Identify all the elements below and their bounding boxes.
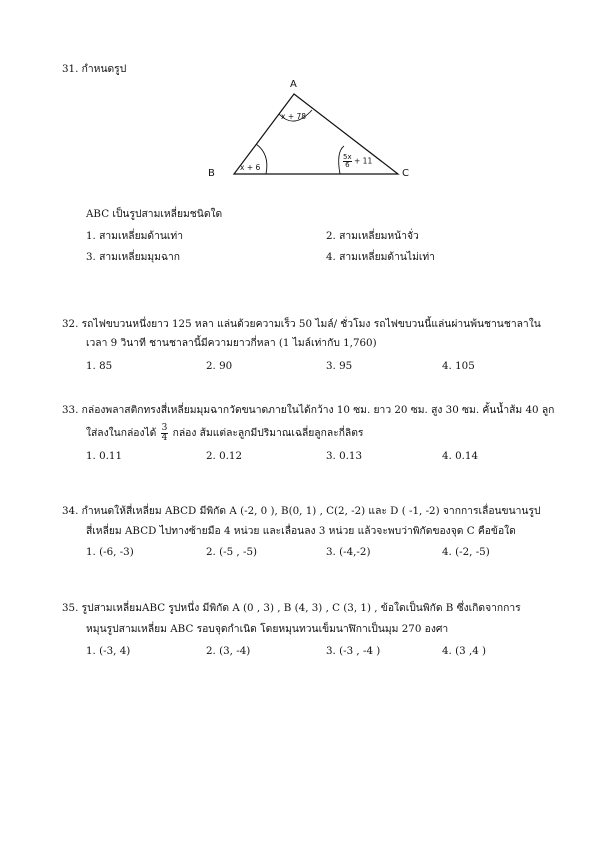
q34-line-1: 34. กำหนดให้สี่เหลี่ยม ABCD มีพิกัด A (-2, 0 ), B(0, 1) , C(2, -2) และ D ( -1, -2) จากการเลื่อนขนานรูป <box>62 505 541 517</box>
q31-choice-1: 1. สามเหลี่ยมด้านเท่า <box>86 230 183 242</box>
q32-line-1: 32. รถไฟขบวนหนึ่งยาว 125 หลา แล่นด้วยความเร็ว 50 ไมล์/ ชั่วโมง รถไฟขบวนนี้แล่นผ่านพ้นชานชาลาใน <box>62 318 541 330</box>
q32-line-2: เวลา 9 วินาที ชานชาลานี้มีความยาวกี่หลา (1 ไมล์เท่ากับ 1,760) <box>86 337 377 349</box>
q34-choice-3: 3. (-4,-2) <box>326 546 371 558</box>
q34-choice-1: 1. (-6, -3) <box>86 546 134 558</box>
q31-choice-4: 4. สามเหลี่ยมด้านไม่เท่า <box>326 251 435 263</box>
q33-fraction-numerator: 3 <box>161 422 168 433</box>
q33-choice-1: 1. 0.11 <box>86 450 123 462</box>
q33-choice-3: 3. 0.13 <box>326 450 363 462</box>
vertex-b-label: B <box>208 168 215 179</box>
q33-line-1: 33. กล่องพลาสติกทรงสี่เหลี่ยมมุมฉากวัดขนาดภายในได้กว้าง 10 ซม. ยาว 20 ซม. สูง 30 ซม. คั้นน้ำส้ม 40 ลูก <box>62 404 555 416</box>
q31-title: 31. กำหนดรูป <box>62 63 127 75</box>
q35-choice-2: 2. (3, -4) <box>206 645 251 657</box>
angle-c-denominator: 6 <box>345 161 350 169</box>
q35-line-2: หมุนรูปสามเหลี่ยม ABC รอบจุดกำเนิด โดยหมุนทวนเข็มนาฬิกาเป็นมุม 270 องศา <box>86 623 449 635</box>
q32-choice-3: 3. 95 <box>326 360 353 372</box>
q34-choice-4: 4. (-2, -5) <box>442 546 490 558</box>
triangle-figure <box>208 79 418 180</box>
q33-line-2-start: ใส่ลงในกล่องได้ <box>86 427 157 439</box>
q33-line-2 <box>86 422 363 444</box>
angle-b-label: x + 6 <box>240 163 261 172</box>
q32-choice-2: 2. 90 <box>206 360 233 372</box>
q34-choice-2: 2. (-5 , -5) <box>206 546 258 558</box>
q31-question: ABC เป็นรูปสามเหลี่ยมชนิดใด <box>86 208 223 220</box>
q33-fraction <box>161 424 169 443</box>
q35-choice-3: 3. (-3 , -4 ) <box>326 645 381 657</box>
q33-line-2-end: กล่อง ส้มแต่ละลูกมีปริมาณเฉลี่ยลูกละกี่ลิตร <box>172 427 364 439</box>
angle-c-rest: + 11 <box>354 156 373 166</box>
q32-choice-4: 4. 105 <box>442 360 475 372</box>
q34-line-2: สี่เหลี่ยม ABCD ไปทางซ้ายมือ 4 หน่วย และเลื่อนลง 3 หน่วย แล้วจะพบว่าพิกัดของจุด C คือข้อใด <box>86 525 516 537</box>
q33-fraction-denominator: 4 <box>161 432 168 443</box>
vertex-c-label: C <box>402 168 409 179</box>
q33-choice-2: 2. 0.12 <box>206 450 243 462</box>
angle-c-numerator: 5x <box>343 153 352 161</box>
q33-choice-4: 4. 0.14 <box>442 450 479 462</box>
q31-choice-3: 3. สามเหลี่ยมมุมฉาก <box>86 251 180 263</box>
angle-a-label: x + 78 <box>281 112 307 121</box>
q31-choice-2: 2. สามเหลี่ยมหน้าจั่ว <box>326 230 419 242</box>
vertex-a-label: A <box>290 79 297 90</box>
q35-choice-4: 4. (3 ,4 ) <box>442 645 487 657</box>
q35-choice-1: 1. (-3, 4) <box>86 645 131 657</box>
q35-line-1: 35. รูปสามเหลี่ยมABC รูปหนึ่ง มีพิกัด A (0 , 3) , B (4, 3) , C (3, 1) , ข้อใดเป็นพิกัด B ซึ่งเกิดจากการ <box>62 602 521 614</box>
q32-choice-1: 1. 85 <box>86 360 113 372</box>
angle-c-label <box>343 154 372 169</box>
